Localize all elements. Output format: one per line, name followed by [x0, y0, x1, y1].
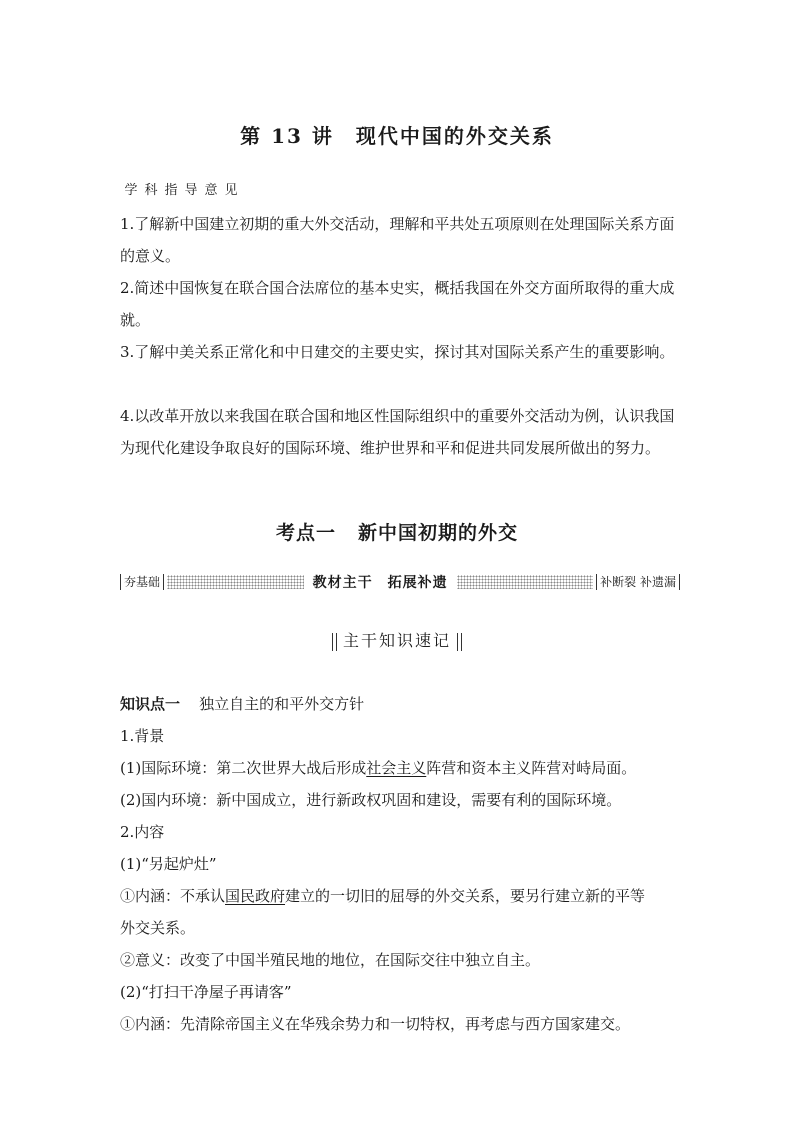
guidance-item-1: 1.了解新中国建立初期的重大外交活动，理解和平共处五项原则在处理国际关系方面的意义。 [120, 215, 675, 265]
guidance-item-3: 3.了解中美关系正常化和中日建交的主要史实，探讨其对国际关系产生的重要影响。 [120, 343, 675, 361]
badge-char: 见 [220, 177, 242, 199]
badge-char: 意 [200, 177, 222, 199]
background-item-1: (1)国际环境：第二次世界大战后形成社会主义阵营和资本主义阵营对峙局面。 [120, 759, 637, 777]
banner-right: 补断裂 补遗漏 [596, 574, 680, 590]
subhead-bar-right [457, 633, 462, 651]
underlined-term: 国民政府 [225, 887, 286, 905]
guidance-item-2: 2.简述中国恢复在联合国合法席位的基本史实，概括我国在外交方面所取得的重大成就。 [120, 279, 675, 329]
badge-char: 导 [180, 177, 202, 199]
background-item-2: (2)国内环境：新中国成立，进行新政权巩固和建设，需要有利的国际环境。 [120, 791, 622, 809]
badge-char: 科 [140, 177, 162, 199]
knowledge-heading [120, 688, 680, 720]
section-heading [0, 518, 794, 545]
section-banner [120, 572, 680, 592]
section-name: 新中国初期的外交 [358, 522, 519, 544]
banner-center: 教材主干 拓展补遗 [312, 575, 448, 591]
banner-left: 夯基础 [120, 574, 164, 590]
guidance-badge [120, 176, 240, 200]
lecture-number: 第 13 讲 [240, 124, 334, 148]
content-2-title: (2)“打扫干净屋子再请客” [120, 983, 292, 1001]
knowledge-label: 知识点一 [120, 695, 181, 713]
knowledge-title: 独立自主的和平外交方针 [199, 695, 365, 713]
guidance-item-4: 4.以改革开放以来我国在联合国和地区性国际组织中的重要外交活动为例，认识我国为现代化建设争取良好的国际环境、维护世界和平和促进共同发展所做出的努力。 [120, 407, 675, 457]
banner-dots-right [457, 575, 594, 589]
background-title: 1.背景 [120, 727, 165, 745]
section-label: 考点一 [275, 522, 336, 544]
content-1-a-cont: 外交关系。 [120, 919, 196, 937]
content-1-title: (1)“另起炉灶” [120, 855, 217, 873]
content-1-b: ②意义：改变了中国半殖民地的地位，在国际交往中独立自主。 [120, 951, 541, 969]
content-2-a: ①内涵：先清除帝国主义在华残余势力和一切特权，再考虑与西方国家建交。 [120, 1015, 631, 1033]
subhead-bar-left [332, 633, 337, 651]
subhead [0, 628, 794, 651]
lecture-title [0, 120, 794, 149]
content-1-a: ①内涵：不承认国民政府建立的一切旧的屈辱的外交关系，要另行建立新的平等 [120, 887, 646, 905]
lecture-topic: 现代中国的外交关系 [355, 124, 554, 148]
underlined-term: 社会主义 [366, 759, 427, 777]
subhead-text: 主干知识速记 [342, 631, 451, 650]
badge-char: 学 [120, 177, 142, 199]
banner-dots-left [167, 575, 304, 589]
badge-char: 指 [160, 177, 182, 199]
content-title: 2.内容 [120, 823, 165, 841]
